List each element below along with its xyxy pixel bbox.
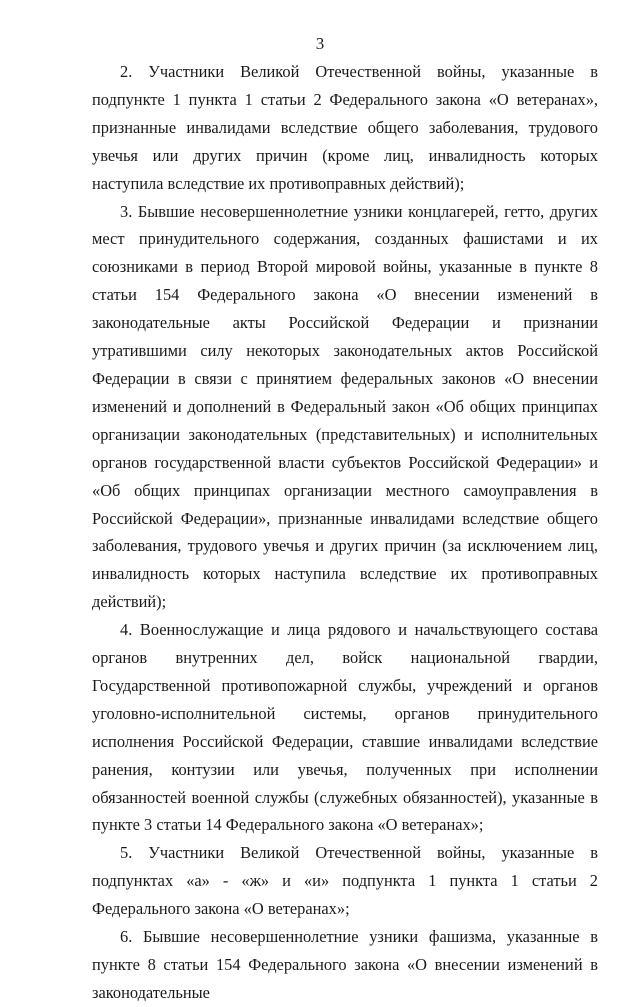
paragraph-item-5: 5. Участники Великой Отечественной войны, указанные в подпунктах «а» - «ж» и «и» подпункта 1 пункта 1 статьи 2 Федерального закона «О ветеранах»; bbox=[92, 843, 598, 919]
paragraph-item-3: 3. Бывшие несовершеннолетние узники концлагерей, гетто, других мест принудительного содержания, созданных фашистами и их союзниками в период Второй мировой войны, указанные в пункте 8 статьи 154 Федерального закона «О внесении изменений в законодательные акты Российской Федерации и признании утратившими силу некоторых законодательных актов Российской Федерации в связи с принятием федеральных законов «О внесении изменений и дополнений в Федеральный закон «Об общих принципах организации законодательных (представительных) и исполнительных органов государственной власти субъектов Российской Федерации» и «Об общих принципах организации местного самоуправления в Российской Федерации», признанные инвалидами вследствие общего заболевания, трудового увечья и других причин (за исключением лиц, инвалидность которых наступила вследствие их противоправных действий); bbox=[92, 201, 598, 612]
document-body bbox=[92, 58, 598, 1007]
page-number: 3 bbox=[315, 34, 325, 53]
paragraph-item-4: 4. Военнослужащие и лица рядового и начальствующего состава органов внутренних дел, войск национальной гвардии, Государственной противопожарной службы, учреждений и органов уголовно-исполнительной системы, органов принудительного исполнения Российской Федерации, ставшие инвалидами вследствие ранения, контузии или увечья, полученных при исполнении обязанностей военной службы (служебных обязанностей), указанные в пункте 3 статьи 14 Федерального закона «О ветеранах»; bbox=[92, 620, 598, 835]
paragraph-item-2: 2. Участники Великой Отечественной войны, указанные в подпункте 1 пункта 1 статьи 2 Федерального закона «О ветеранах», признанные инвалидами вследствие общего заболевания, трудового увечья или других причин (кроме лиц, инвалидность которых наступила вследствие их противоправных действий); bbox=[92, 62, 598, 193]
paragraph-item-6: 6. Бывшие несовершеннолетние узники фашизма, указанные в пункте 8 статьи 154 Федерального закона «О внесении изменений в законодательные bbox=[92, 927, 598, 1002]
